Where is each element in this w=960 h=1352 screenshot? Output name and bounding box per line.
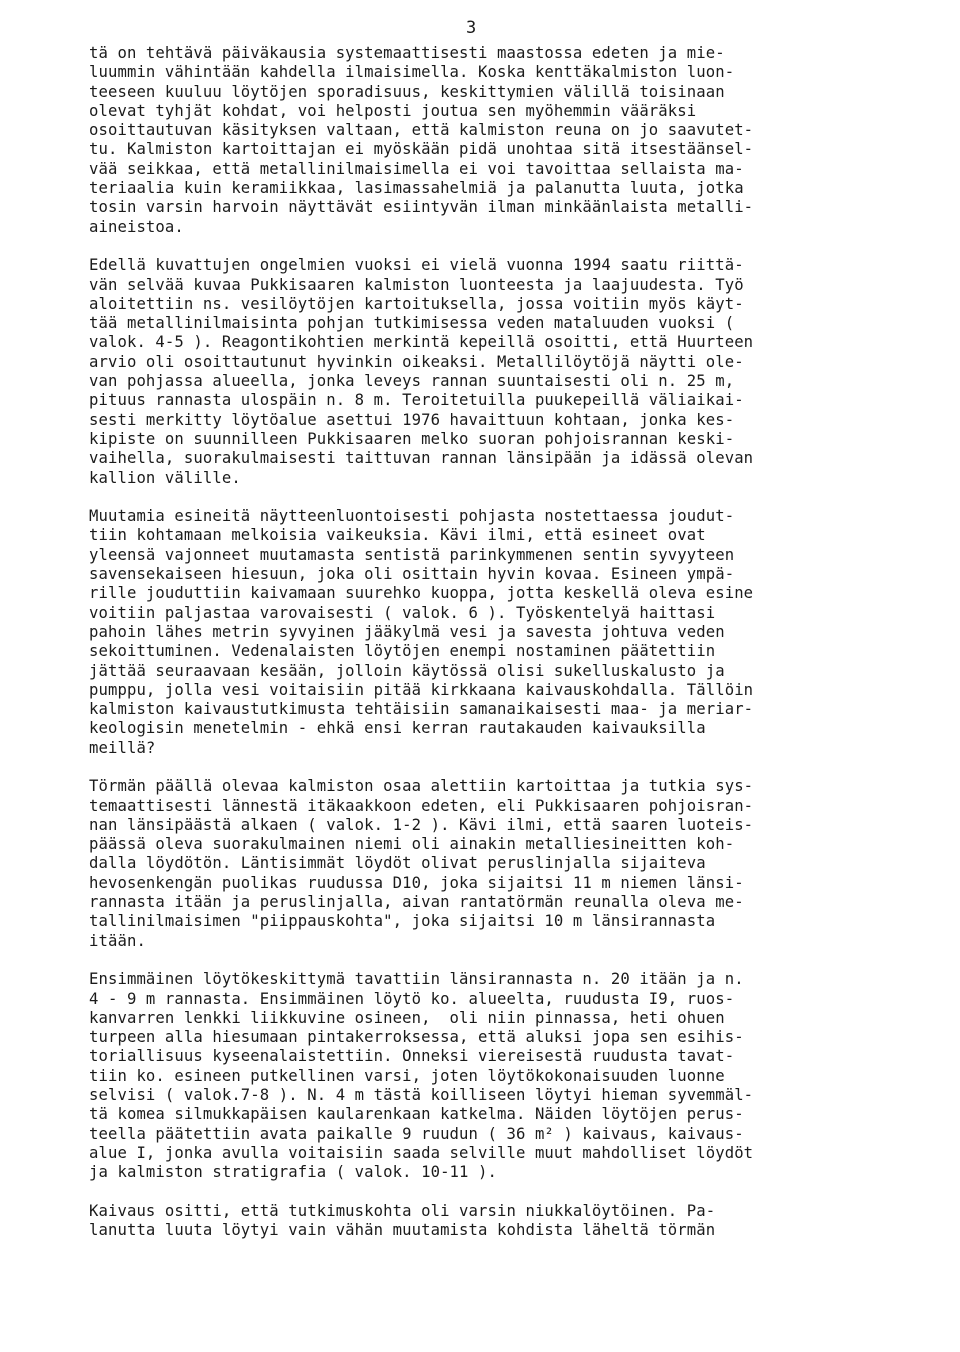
- text-line: tä komea silmukkapäisen kaularenkaan katkelma. Näiden löytöjen perus-: [89, 1105, 744, 1124]
- text-line: Muutamia esineitä näytteenluontoisesti pohjasta nostettaessa joudut-: [89, 507, 735, 526]
- text-line: turpeen alla hiesumaan pintakerroksessa, että aluksi jopa sen esihis-: [89, 1028, 744, 1047]
- text-line: meillä?: [89, 738, 156, 757]
- text-line: alue I, jonka avulla voitaisiin saada selville muut mahdolliset löydöt: [89, 1143, 754, 1162]
- text-line: luummin vähintään kahdella ilmaisimella. Koska kenttäkalmiston luon-: [89, 63, 735, 82]
- text-line: sekoittuminen. Vedenalaisten löytöjen enempi nostaminen päätettiin: [89, 642, 716, 661]
- text-line: jättää seuraavaan kesään, jolloin käytössä olisi sukelluskalusto ja: [89, 661, 725, 680]
- text-line: kallion välille.: [89, 468, 241, 487]
- paragraph-6: [89, 1202, 919, 1241]
- text-line: tallinilmaisimen "piippauskohta", joka sijaitsi 10 m länsirannasta: [89, 912, 716, 931]
- text-line: teeseen kuuluu löytöjen sporadisuus, keskittymien välillä toisinaan: [89, 82, 725, 101]
- text-line: lanutta luuta löytyi vain vähän muutamista kohdista läheltä törmän: [89, 1221, 716, 1240]
- text-line: vaihella, suorakulmaisesti taittuvan rannan länsipään ja idässä olevan: [89, 449, 754, 468]
- text-line: valok. 4-5 ). Reagontikohtien merkintä kepeillä osoitti, että Huurteen: [89, 333, 754, 352]
- text-line: vää seikkaa, että metallinilmaisimella ei voi tavoittaa sellaista ma-: [89, 159, 744, 178]
- text-line: olevat tyhjät kohdat, voi helposti joutua sen myöhemmin vääräksi: [89, 101, 697, 120]
- text-line: pituus rannasta ulospäin n. 8 m. Teroitetuilla puukepeillä väliaikai-: [89, 391, 744, 410]
- text-line: van pohjassa alueella, jonka leveys rannan suuntaisesti oli n. 25 m,: [89, 372, 735, 391]
- paragraph-2: [89, 256, 919, 488]
- text-line: tiin kohtamaan melkoisia vaikeuksia. Kävi ilmi, että esineet ovat: [89, 526, 706, 545]
- text-line: osoittautuvan käsityksen valtaan, että kalmiston reuna on jo saavutet-: [89, 121, 754, 140]
- text-line: päässä oleva suorakulmainen niemi oli ainakin metalliesineitten koh-: [89, 835, 735, 854]
- text-line: dalla löydötön. Läntisimmät löydöt olivat peruslinjalla sijaiteva: [89, 854, 706, 873]
- text-line: 4 - 9 m rannasta. Ensimmäinen löytö ko. alueelta, ruudusta I9, ruos-: [89, 989, 735, 1008]
- text-line: kipiste on suunnilleen Pukkisaaren melko suoran pohjoisrannan keski-: [89, 429, 735, 448]
- text-line: rille jouduttiin kaivamaan suurehko kuoppa, jotta keskellä oleva esine: [89, 584, 754, 603]
- text-line: aloitettiin ns. vesilöytöjen kartoituksella, jossa voitiin myös käyt-: [89, 294, 744, 313]
- paragraph-1: [89, 44, 919, 237]
- text-line: yleensä vajonneet muutamasta sentistä parinkymmenen sentin syvyyteen: [89, 545, 735, 564]
- text-line: sesti merkitty löytöalue asettui 1976 havaittuun kohtaan, jonka kes-: [89, 410, 735, 429]
- text-line: vän selvää kuvaa Pukkisaaren kalmiston luonteesta ja laajuudesta. Työ: [89, 275, 744, 294]
- text-line: aineistoa.: [89, 217, 184, 236]
- text-line: toriallisuus kyseenalaistettiin. Onneksi viereisestä ruudusta tavat-: [89, 1047, 735, 1066]
- text-line: hevosenkengän puolikas ruudussa D10, joka sijaitsi 11 m niemen länsi-: [89, 873, 744, 892]
- text-line: teella päätettiin avata paikalle 9 ruudun ( 36 m² ) kaivaus, kaivaus-: [89, 1124, 744, 1143]
- text-line: selvisi ( valok.7-8 ). N. 4 m tästä koilliseen löytyi hieman syvemmäl-: [89, 1086, 754, 1105]
- text-line: Ensimmäinen löytökeskittymä tavattiin länsirannasta n. 20 itään ja n.: [89, 970, 744, 989]
- paragraph-3: [89, 507, 919, 758]
- text-line: kanvarren lenkki liikkuvine osineen, oli niin pinnassa, heti ohuen: [89, 1008, 725, 1027]
- text-line: Törmän päällä olevaa kalmiston osaa alettiin kartoittaa ja tutkia sys-: [89, 777, 754, 796]
- text-line: rannasta itään ja peruslinjalla, aivan rantatörmän reunalla oleva me-: [89, 893, 744, 912]
- text-line: nan länsipäästä alkaen ( valok. 1-2 ). Kävi ilmi, että saaren luoteis-: [89, 815, 754, 834]
- text-line: pumppu, jolla vesi voitaisiin pitää kirkkaana kaivauskohdalla. Tällöin: [89, 680, 754, 699]
- text-line: arvio oli osoittautunut hyvinkin oikeaksi. Metallilöytöjä näytti ole-: [89, 352, 744, 371]
- paragraph-4: [89, 777, 919, 951]
- text-line: Edellä kuvattujen ongelmien vuoksi ei vielä vuonna 1994 saatu riittä-: [89, 256, 744, 275]
- document-body: [89, 44, 919, 1260]
- text-line: voitiin paljastaa varovaisesti ( valok. 6 ). Työskentelyä haittasi: [89, 603, 716, 622]
- text-line: itään.: [89, 931, 146, 950]
- text-line: tosin varsin harvoin näyttävät esiintyvän ilman minkäänlaista metalli-: [89, 198, 754, 217]
- text-line: tiin ko. esineen putkellinen varsi, joten löytökokonaisuuden luonne: [89, 1066, 725, 1085]
- text-line: ja kalmiston stratigrafia ( valok. 10-11 ).: [89, 1163, 497, 1182]
- text-line: Kaivaus ositti, että tutkimuskohta oli varsin niukkalöytöinen. Pa-: [89, 1201, 716, 1220]
- text-line: tä on tehtävä päiväkausia systemaattisesti maastossa edeten ja mie-: [89, 44, 725, 62]
- page-number: 3: [466, 18, 477, 38]
- text-line: tu. Kalmiston kartoittajan ei myöskään pidä unohtaa sitä itsestäänsel-: [89, 140, 754, 159]
- text-line: pahoin lähes metrin syvyinen jääkylmä vesi ja savesta johtuva veden: [89, 622, 725, 641]
- paragraph-5: [89, 970, 919, 1182]
- text-line: savensekaiseen hiesuun, joka oli osittain hyvin kovaa. Esineen ympä-: [89, 565, 735, 584]
- text-line: temaattisesti lännestä itäkaakkoon edeten, eli Pukkisaaren pohjoisran-: [89, 796, 754, 815]
- text-line: kalmiston kaivaustutkimusta tehtäisiin samanaikaisesti maa- ja meriar-: [89, 700, 754, 719]
- text-line: teriaalia kuin keramiikkaa, lasimassahelmiä ja palanutta luuta, jotka: [89, 179, 744, 198]
- text-line: tää metallinilmaisinta pohjan tutkimisessa veden mataluuden vuoksi (: [89, 314, 735, 333]
- text-line: keologisin menetelmin - ehkä ensi kerran rautakauden kaivauksilla: [89, 719, 706, 738]
